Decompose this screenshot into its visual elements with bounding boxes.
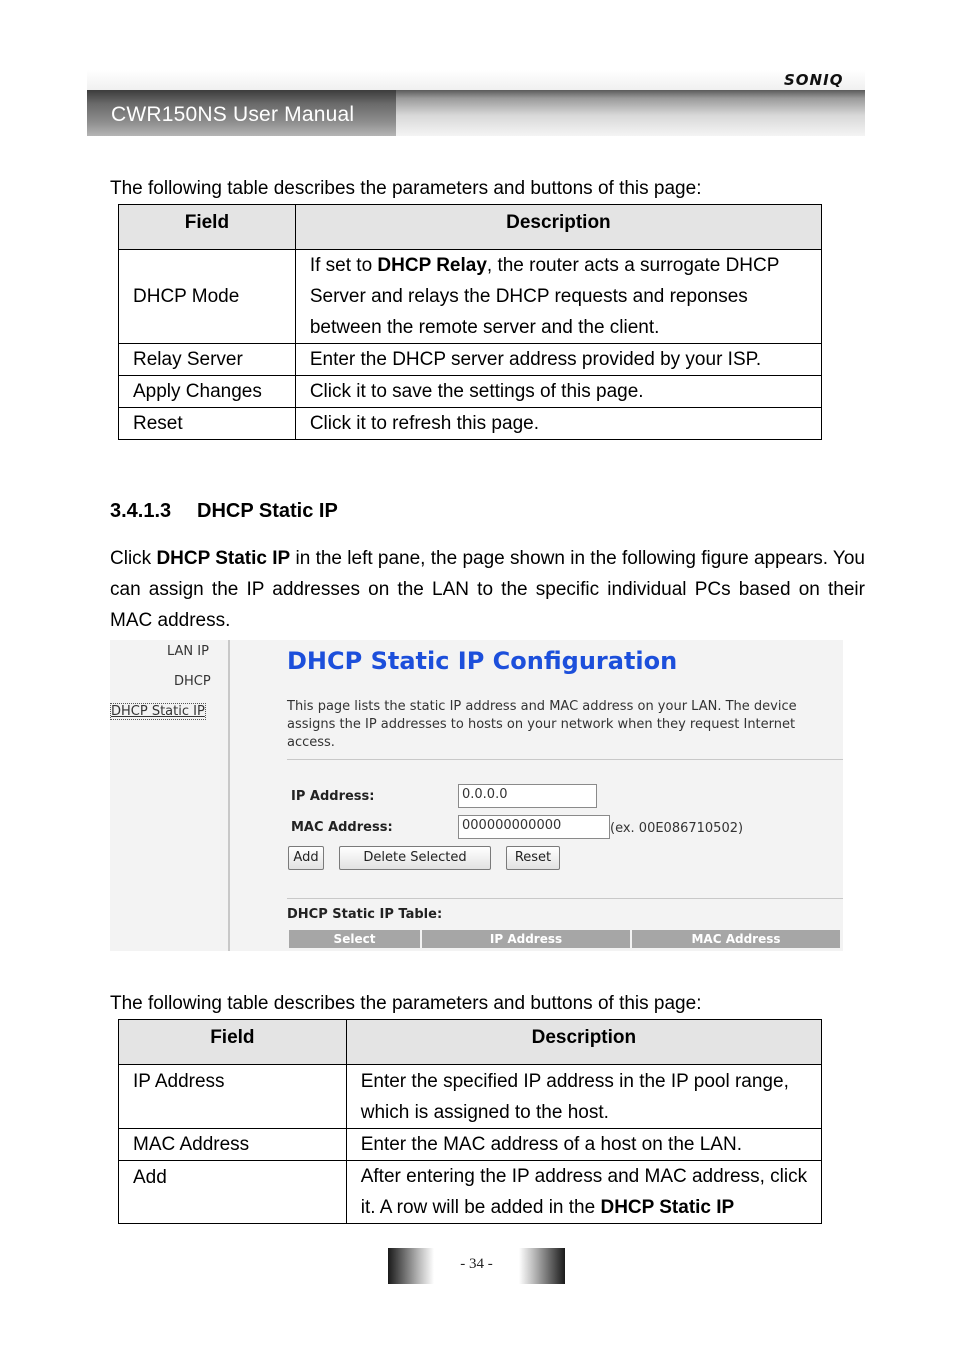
column-header-mac-address: MAC Address [632, 930, 840, 948]
field-cell: Reset [119, 408, 296, 440]
add-button[interactable]: Add [288, 846, 324, 870]
description-cell: Click it to save the settings of this page. [295, 376, 821, 408]
section-title: DHCP Static IP [197, 500, 338, 522]
section-paragraph: Click DHCP Static IP in the left pane, the page shown in the following figure appears. You can assign the IP addresses on the LAN to the specific individual PCs based on their MAC address. [110, 548, 865, 631]
column-header-field: Field [119, 1020, 347, 1065]
reset-button[interactable]: Reset [506, 846, 560, 870]
column-header-field: Field [119, 205, 296, 250]
ip-address-label: IP Address: [291, 789, 375, 804]
page-number-box [388, 1248, 565, 1284]
config-page-description: This page lists the static IP address and MAC address on your LAN. The device assigns the IP addresses to hosts on your network when they request Internet access. [287, 699, 797, 750]
table-row [119, 408, 822, 440]
field-cell: Relay Server [119, 344, 296, 376]
column-header-description: Description [346, 1020, 821, 1065]
description-cell: If set to DHCP Relay, the router acts a surrogate DHCP Server and relays the DHCP requests and reponses between the remote server and the client. [295, 250, 821, 344]
description-cell: After entering the IP address and MAC address, click it. A row will be added in the DHCP Static IP [346, 1161, 821, 1224]
mac-address-hint: (ex. 00E086710502) [610, 821, 744, 836]
left-nav-pane [110, 640, 230, 951]
table-row [119, 1129, 822, 1161]
section-heading [110, 500, 338, 523]
section-number: 3.4.1.3 [110, 500, 172, 522]
description-cell: Enter the MAC address of a host on the LAN. [346, 1129, 821, 1161]
manual-title: CWR150NS User Manual [111, 103, 355, 126]
table1-intro: The following table describes the parameters and buttons of this page: [110, 178, 702, 199]
column-header-ip-address: IP Address [422, 930, 630, 948]
field-cell: IP Address [119, 1065, 347, 1129]
mac-address-label: MAC Address: [291, 820, 393, 835]
column-header-description: Description [295, 205, 821, 250]
parameters-table-1 [118, 204, 822, 440]
field-cell: Add [119, 1161, 347, 1224]
nav-item-dhcp-static-ip[interactable]: DHCP Static IP [111, 704, 205, 719]
table2-intro: The following table describes the parameters and buttons of this page: [110, 993, 702, 1014]
parameters-table-2 [118, 1019, 822, 1224]
header-topline [87, 70, 865, 90]
config-page-title: DHCP Static IP Configuration [287, 647, 678, 675]
nav-item-dhcp[interactable]: DHCP [174, 674, 211, 689]
divider [287, 759, 843, 760]
table-row [119, 1161, 822, 1224]
column-header-select: Select [289, 930, 420, 948]
table-row [119, 344, 822, 376]
page-header [87, 70, 865, 138]
static-ip-table-title: DHCP Static IP Table: [287, 907, 443, 922]
table-row [119, 376, 822, 408]
nav-item-lan-ip[interactable]: LAN IP [167, 644, 209, 659]
delete-selected-button[interactable]: Delete Selected [339, 846, 491, 870]
description-cell: Enter the DHCP server address provided by your ISP. [295, 344, 821, 376]
field-cell: Apply Changes [119, 376, 296, 408]
divider [287, 898, 843, 899]
description-cell: Enter the specified IP address in the IP pool range, which is assigned to the host. [346, 1065, 821, 1129]
table-row [119, 1065, 822, 1129]
page-number: - 34 - [460, 1256, 493, 1272]
dhcp-static-ip-screenshot [110, 640, 843, 951]
brand-logo: SONIQ [784, 71, 844, 89]
field-cell: MAC Address [119, 1129, 347, 1161]
table-header-row [119, 205, 822, 250]
table-header-row [119, 1020, 822, 1065]
table-row [119, 250, 822, 344]
description-cell: Click it to refresh this page. [295, 408, 821, 440]
mac-address-input[interactable]: 000000000000 [458, 815, 610, 839]
ip-address-input[interactable]: 0.0.0.0 [458, 784, 597, 808]
field-cell: DHCP Mode [119, 250, 296, 344]
